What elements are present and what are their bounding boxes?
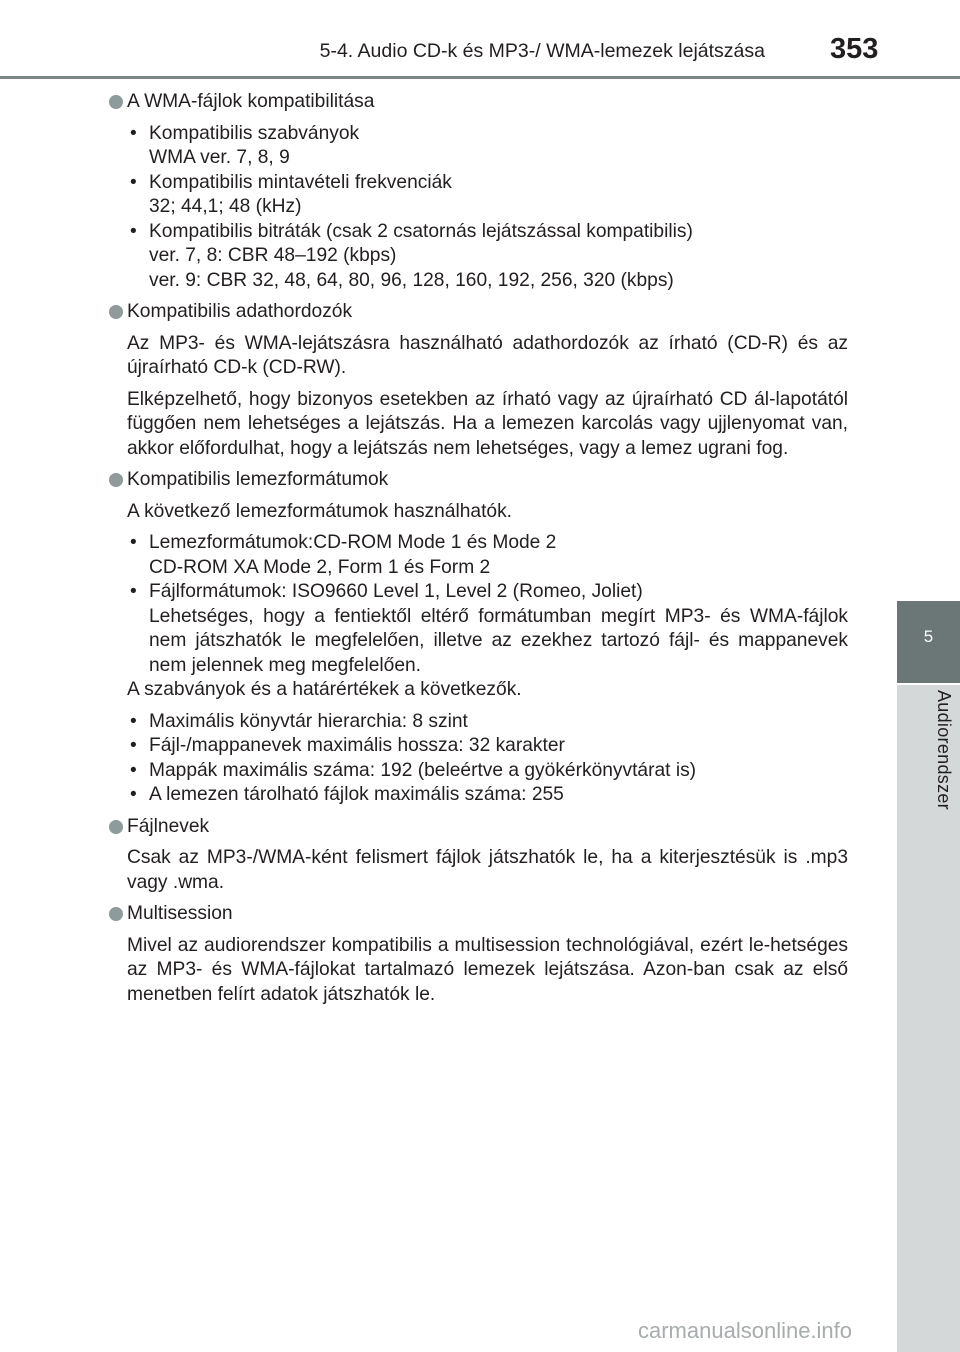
list-item-value: 32; 44,1; 48 (kHz)	[149, 196, 302, 217]
list-item-value: CD-ROM XA Mode 2, Form 1 és Form 2	[149, 556, 491, 578]
list-item	[127, 710, 848, 735]
section-heading	[109, 815, 848, 840]
running-header-title: 5-4. Audio CD-k és MP3-/ WMA-lemezek lejátszása	[319, 40, 765, 62]
section-heading-text: Kompatibilis lemezformátumok	[127, 469, 389, 490]
list-item-value: ver. 9: CBR 32, 48, 64, 80, 96, 128, 160, 192, 256, 320 (kbps)	[149, 269, 674, 291]
list-item-label: Kompatibilis mintavételi frekvenciák	[149, 171, 452, 193]
section-formats	[127, 468, 848, 808]
paragraph: Elképzelhető, hogy bizonyos esetekben az írható vagy az újraírható CD ál-lapotától függően nem lehetséges a lejátszás. Ha a lemezen karcolás vagy ujjlenyomat van, akkor előfordulhat, hogy a lejátszás nem lehetséges, vagy a lemez ugrani fog.	[127, 388, 848, 459]
section-multisession	[127, 902, 848, 1007]
bullet-dot-icon	[109, 305, 123, 319]
section-wma	[127, 90, 848, 293]
section-heading	[109, 902, 848, 927]
section-media	[127, 300, 848, 461]
header-divider	[0, 76, 960, 79]
chapter-tab[interactable]	[897, 601, 960, 683]
bullet-icon: •	[130, 581, 137, 602]
bullet-dot-icon	[109, 820, 123, 834]
section-filenames	[127, 815, 848, 896]
list-item-label: Maximális könyvtár hierarchia: 8 szint	[149, 710, 468, 732]
bullet-icon: •	[130, 784, 137, 805]
bullet-dot-icon	[109, 907, 123, 921]
section-heading	[109, 468, 848, 493]
bullet-icon: •	[130, 759, 137, 781]
list-item-label: Fájl-/mappanevek maximális hossza: 32 karakter	[149, 735, 565, 756]
section-heading-text: Kompatibilis adathordozók	[127, 301, 353, 322]
section-heading-text: Multisession	[127, 903, 233, 924]
bullet-dot-icon	[109, 95, 123, 109]
list-item	[127, 122, 848, 171]
bullet-icon: •	[130, 735, 137, 756]
bullet-icon: •	[130, 532, 137, 553]
chapter-number: 5	[923, 627, 934, 646]
list-item-label: Mappák maximális száma: 192 (beleértve a gyökérkönyvtárat is)	[149, 759, 697, 781]
chapter-label: Audiorendszer	[934, 690, 954, 810]
list-item	[127, 580, 848, 678]
list-item-label: Lemezformátumok:CD-ROM Mode 1 és Mode 2	[149, 532, 557, 553]
list-item-label: Kompatibilis bitráták (csak 2 csatornás lejátszással kompatibilis)	[149, 220, 693, 242]
bullet-icon: •	[130, 171, 137, 193]
list-item-label: A lemezen tárolható fájlok maximális száma: 255	[149, 784, 564, 805]
bullet-icon: •	[130, 220, 137, 242]
bullet-list	[127, 710, 848, 808]
list-item	[127, 531, 848, 580]
list-item	[127, 759, 848, 784]
watermark: carmanualsonline.info	[638, 1318, 853, 1343]
list-item-value: ver. 7, 8: CBR 48–192 (kbps)	[149, 245, 397, 266]
paragraph: A szabványok és a határértékek a következők.	[127, 679, 522, 700]
bullet-dot-icon	[109, 473, 123, 487]
section-heading	[109, 90, 848, 115]
page-body	[127, 90, 848, 1014]
bullet-list	[127, 531, 848, 678]
bullet-icon: •	[130, 710, 137, 732]
paragraph: Mivel az audiorendszer kompatibilis a multisession technológiával, ezért le-hetséges az MP3- és WMA-fájlokat tartalmazó lemezek lejátszása. Azon-ban csak az első menetben felírt adatok játszhatók le.	[127, 934, 848, 1005]
section-heading	[109, 300, 848, 325]
section-heading-text: A WMA-fájlok kompatibilitása	[127, 91, 375, 112]
list-item	[127, 734, 848, 759]
list-item	[127, 783, 848, 808]
list-item-value: WMA ver. 7, 8, 9	[149, 147, 290, 168]
list-item-value: Lehetséges, hogy a fentiektől eltérő formátumban megírt MP3- és WMA-fájlok nem játszhatók le megfelelően, illetve az ezekhez tartozó fájl- és mappanevek nem jelennek meg megfelelően.	[149, 605, 848, 676]
page-number: 353	[830, 33, 879, 65]
list-item-label: Kompatibilis szabványok	[149, 122, 360, 144]
list-item-label: Fájlformátumok: ISO9660 Level 1, Level 2 (Romeo, Joliet)	[149, 581, 643, 602]
paragraph: Csak az MP3-/WMA-ként felismert fájlok játszhatók le, ha a kiterjesztésük is .mp3 vagy .wma.	[127, 847, 848, 893]
list-item	[127, 171, 848, 220]
bullet-icon: •	[130, 122, 137, 144]
list-item	[127, 220, 848, 294]
paragraph: A következő lemezformátumok használhatók.	[127, 500, 513, 522]
bullet-list	[127, 122, 848, 294]
section-heading-text: Fájlnevek	[127, 815, 210, 837]
paragraph: Az MP3- és WMA-lejátszásra használható adathordozók az írható (CD-R) és az újraírható CD-k (CD-RW).	[127, 332, 848, 378]
